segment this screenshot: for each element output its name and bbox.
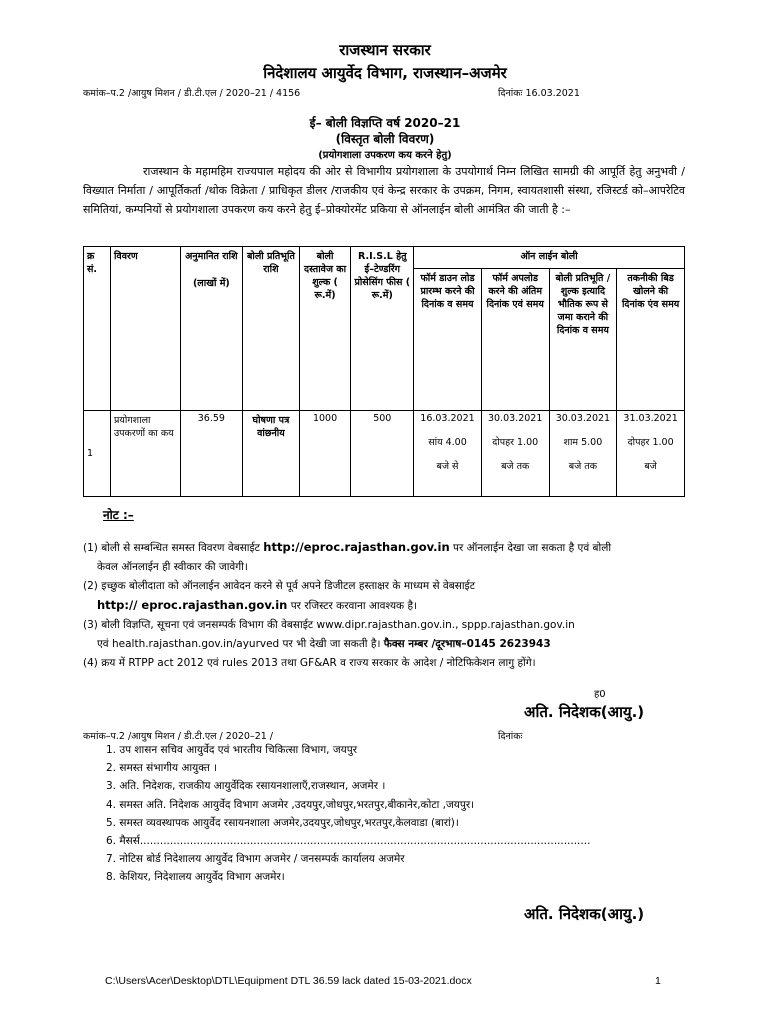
reference-number: कमांक–प.2 /आयुष मिशन / डी.टी.एल / 2020–21 / 4156 <box>83 88 301 99</box>
list-item: 5. समस्त व्यवस्थापक आयुर्वेद रसायनशाला अजमेर,उदयपुर,जोधपुर,भरतपुर,केलवाडा (बारां)। <box>106 816 459 829</box>
header-serial: क्र सं. <box>84 247 111 411</box>
footer-page-number: 1 <box>655 975 661 987</box>
upload-date: 30.03.2021 <box>487 413 543 424</box>
deposit-time: शाम 5.00 <box>563 437 603 448</box>
header-security: बोली प्रतिभूति राशि <box>243 247 300 411</box>
distribution-date: दिनांकः <box>498 731 523 742</box>
signed-mark: ह0 <box>594 689 606 700</box>
tech-suffix: बजे <box>644 461 657 472</box>
note-3-fax: फैक्स नम्बर /दूरभाष–0145 2623943 <box>383 638 551 650</box>
header-description: विवरण <box>110 247 180 411</box>
note-1-url: http://eproc.rajasthan.gov.in <box>263 540 450 554</box>
list-item: 3. अति. निदेशक, राजकीय आयुर्वेदिक रसायनशालाएँ,राजस्थान, अजमेर । <box>106 780 386 793</box>
header-deposit: बोली प्रतिभूति / शुल्क इत्यादि भौतिक रूप से जमा कराने की दिनांक व समय <box>549 269 617 411</box>
issue-date: दिनांकः 16.03.2021 <box>498 88 580 99</box>
cell-upload <box>481 411 549 497</box>
notice-subtitle-purpose: (प्रयोगशाला उपकरण कय करने हेतु) <box>318 150 452 161</box>
download-suffix: बजे से <box>436 461 459 472</box>
upload-suffix: बजे तक <box>501 461 530 472</box>
list-item: 1. उप शासन सचिव आयुर्वेद एवं भारतीय चिकित्सा विभाग, जयपुर <box>106 744 357 756</box>
note-3-text: (3) बोली विज्ञप्ति, सूचना एवं जनसम्पर्क विभाग की वेबसाईट www.dipr.rajasthan.gov.in., sppp.rajasthan.gov.in <box>83 619 575 631</box>
department-heading: निदेशालय आयुर्वेद विभाग, राजस्थान–अजमेर <box>263 64 507 82</box>
tech-date: 31.03.2021 <box>623 413 678 424</box>
bid-table <box>83 246 685 497</box>
note-3-text-b: एवं health.rajasthan.gov.in/ayurved पर भी देखी जा सकती है। <box>97 638 381 650</box>
note-2-url: http:// eproc.rajasthan.gov.in <box>97 598 288 612</box>
deposit-date: 30.03.2021 <box>555 413 611 424</box>
note-1-continuation: केवल ऑनलाईन ही स्वीकार की जावेगी। <box>97 561 248 573</box>
list-item: 2. समस्त संभागीय आयुक्त । <box>106 762 218 775</box>
table-row <box>84 411 685 497</box>
notice-subtitle: (विस्तृत बोली विवरण) <box>335 132 435 146</box>
notice-paragraph: राजस्थान के महामहिम राज्यपाल महोदय की ओर से विभागीय प्रयोगशाला के उपयोगार्थ निम्न लिखित सामग्री की आपूर्ति हेतु अनुभवी / विख्यात निर्माता / आपूर्तिकर्ता /थोक विक्रेता / प्राधिकृत डीलर /राजकीय एवं केन्द्र सरकार के उपक्रम, निगम, स्वायतशासी संस्था, रजिस्टर्ड को–आपरेटिव समितियां, कम्पनियों से प्रयोगशाला उपकरण कय करने हेतु ई–प्रोक्योरमेंट प्रकिया से ऑनलाईन बोली आमंत्रित की जाती है :– <box>83 165 685 216</box>
list-item: 8. केशियर, निदेशालय आयुर्वेद विभाग अजमेर। <box>106 871 285 884</box>
cell-tech-bid <box>617 411 685 497</box>
cell-security: घोषणा पत्र वांछनीय <box>243 411 300 497</box>
deposit-suffix: बजे तक <box>568 461 597 472</box>
list-item: 6. मैसर्स....................................................................................................................................... <box>106 835 591 848</box>
header-tech-bid: तकनीकी बिड खोलने की दिनांक एंव समय <box>617 269 685 411</box>
cell-amount: 36.59 <box>180 411 243 497</box>
header-amount <box>180 247 243 411</box>
cell-deposit <box>549 411 617 497</box>
footer-file-path: C:\Users\Acer\Desktop\DTL\Equipment DTL 36.59 lack dated 15-03-2021.docx <box>105 975 472 987</box>
note-2-text: (2) इच्छुक बोलीदाता को ऑनलाईन आवेदन करने से पूर्व अपने डिजीटल हस्ताक्षर के माध्यम से वेबसाईट <box>83 580 476 592</box>
cell-doc-fee: 1000 <box>299 411 351 497</box>
cell-description: प्रयोगशाला उपकरणों का कय <box>110 411 180 497</box>
header-amount-unit: (लाखों में) <box>192 278 230 289</box>
note-1-text: (1) बोली से सम्बन्धित समस्त विवरण वेबसाईट <box>83 542 260 554</box>
note-4-text: (4) क्रय में RTPP act 2012 एवं rules 2013 तथा GF&AR व राज्य सरकार के आदेश / नोटिफिकेशन लागु होंगे। <box>83 657 536 669</box>
list-item: 4. समस्त अति. निदेशक आयुर्वेद विभाग अजमेर ,उदयपुर,जोधपुर,भरतपुर,बीकानेर,कोटा ,जयपुर। <box>106 798 475 811</box>
signature-designation: अति. निदेशक(आयु.) <box>524 703 645 721</box>
notes-heading: नोट :– <box>103 508 134 522</box>
header-risl-fee: R.I.S.L हेतु ई–टेण्डरिंग प्रोसेसिंग फीस ( रू.में) <box>351 247 414 411</box>
header-online-bid: ऑन लाईन बोली <box>414 247 685 269</box>
notes-list <box>83 538 693 673</box>
cell-download <box>414 411 482 497</box>
note-1-text-b: पर ऑनलाईन देखा जा सकता है एवं बोली <box>453 542 612 554</box>
header-doc-fee: बोली दस्तावेज का शुल्क ( रू.में) <box>299 247 351 411</box>
header-amount-label: अनुमानित राशि <box>185 251 238 262</box>
tech-time: दोपहर 1.00 <box>627 437 674 448</box>
govt-heading: राजस्थान सरकार <box>339 41 431 59</box>
cell-risl-fee: 500 <box>351 411 414 497</box>
distribution-reference: कमांक–प.2 /आयुष मिशन / डी.टी.एल / 2020–21 / <box>83 731 274 742</box>
distribution-designation: अति. निदेशक(आयु.) <box>524 905 645 923</box>
cell-serial: 1 <box>84 411 111 497</box>
download-date: 16.03.2021 <box>420 413 475 424</box>
notice-title: ई– बोली विज्ञप्ति वर्ष 2020–21 <box>309 116 461 130</box>
note-2-text-b: पर रजिस्टर करवाना आवश्यक है। <box>290 600 418 612</box>
download-time: सांय 4.00 <box>428 437 467 448</box>
header-upload: फॉर्म अपलोड करने की अंतिम दिनांक एवं समय <box>481 269 549 411</box>
list-item: 7. नोटिस बोर्ड निदेशालय आयुर्वेद विभाग अजमेर / जनसम्पर्क कार्यालय अजमेर <box>106 853 405 866</box>
header-download: फॉर्म डाउन लोड प्रारम्भ करने की दिनांक व समय <box>414 269 482 411</box>
distribution-list <box>106 741 606 887</box>
upload-time: दोपहर 1.00 <box>492 437 539 448</box>
